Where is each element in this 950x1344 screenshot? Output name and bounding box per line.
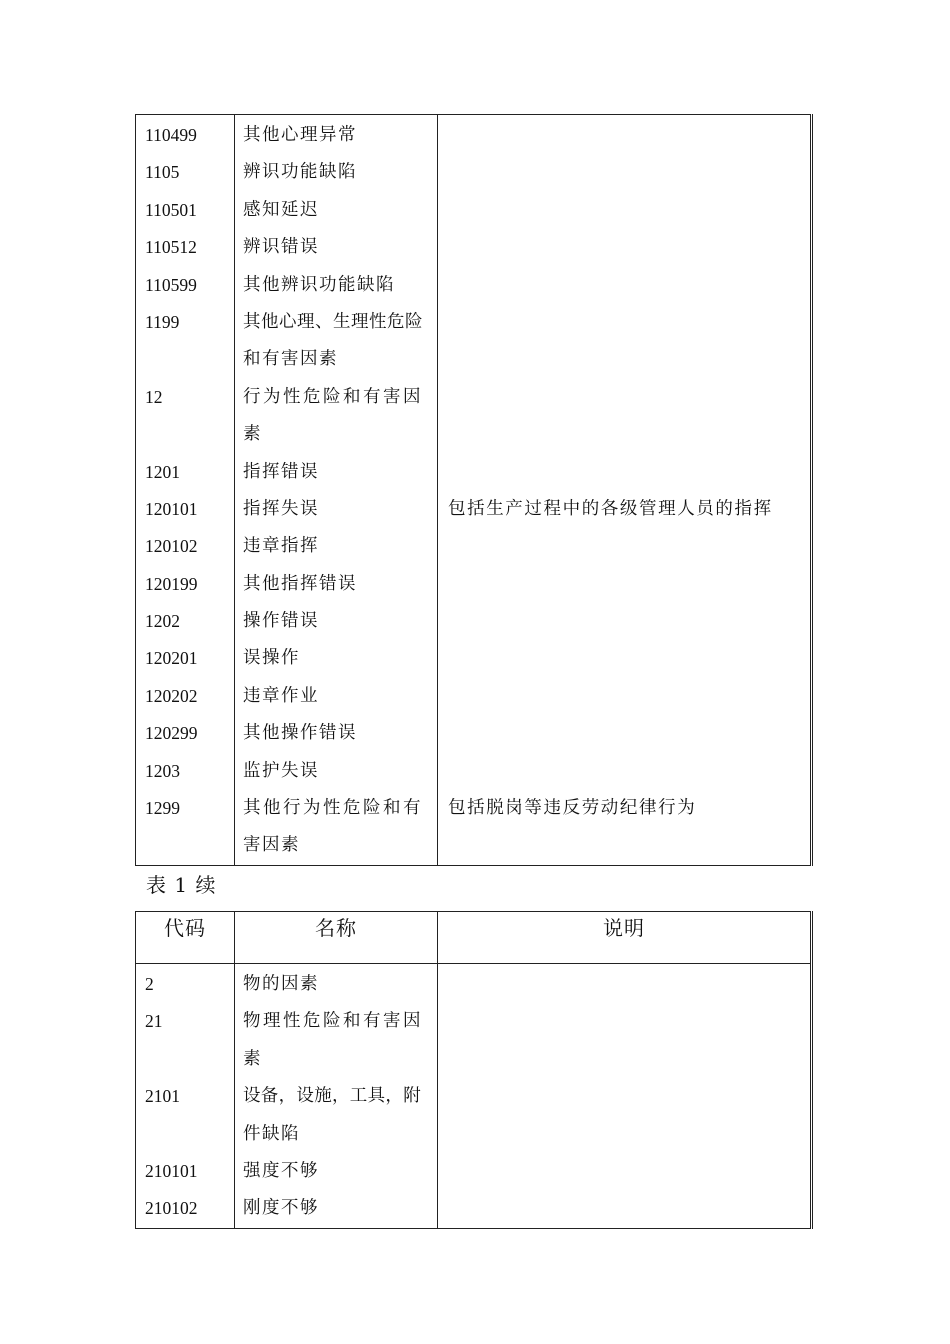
description-cell [438,416,810,453]
name-cell: 指挥失误 [243,498,319,519]
code-cell: 210102 [145,1198,198,1219]
code-cell: 1201 [145,461,180,482]
code-column [136,115,235,866]
name-cell: 误操作 [243,648,300,669]
description-column [438,964,812,1229]
name-cell: 辨识功能缺陷 [243,162,357,183]
description-cell [438,229,810,266]
name-cell: 监护失误 [243,760,319,781]
description-cell [438,304,810,341]
description-cell [438,192,810,229]
code-cell: 21 [145,1011,163,1032]
code-cell [136,416,234,453]
name-column [235,115,438,866]
code-cell: 110499 [145,125,197,145]
description-cell [438,566,810,603]
code-cell: 210101 [145,1160,198,1181]
code-cell: 110512 [145,237,197,258]
name-cell: 物的因素 [243,974,319,994]
code-cell: 1199 [145,311,180,332]
name-cell: 强度不够 [243,1160,319,1181]
description-cell [438,1153,810,1190]
code-cell: 2 [145,974,154,994]
name-cell: 其他操作错误 [243,723,357,744]
name-cell: 物理性危险和有害因 [243,1011,423,1032]
description-cell [438,1190,810,1227]
code-cell: 120199 [145,573,198,594]
description-cell [438,966,810,1003]
code-cell [136,1041,234,1078]
description-cell [438,827,810,864]
description-cell [438,603,810,640]
name-cell: 其他行为性危险和有 [243,798,423,819]
description-cell [438,454,810,491]
code-cell: 110501 [145,199,197,220]
code-cell: 120299 [145,723,198,744]
code-cell: 1203 [145,760,180,781]
hazard-code-table-continued-bottom [135,911,813,1229]
name-column [235,964,438,1229]
code-cell: 120102 [145,536,198,557]
description-cell [438,715,810,752]
name-cell: 辨识错误 [243,237,319,258]
description-cell [438,1041,810,1078]
name-cell: 件缺陷 [243,1123,300,1144]
description-column [438,115,812,866]
name-cell: 行为性危险和有害因 [243,386,423,407]
description-cell [438,154,810,191]
header-name: 名称 [235,912,438,964]
name-cell: 其他心理、生理性危险 [243,311,423,332]
description-cell [438,1003,810,1040]
name-cell: 其他心理异常 [243,125,357,145]
code-cell: 12 [145,386,163,407]
table-header-row [136,912,812,964]
code-cell: 120101 [145,498,198,519]
hazard-code-table-continued-top [135,114,813,866]
name-cell: 刚度不够 [243,1198,319,1219]
code-cell [136,1116,234,1153]
name-cell: 和有害因素 [243,349,338,370]
name-cell: 设备，设施，工具，附 [243,1086,421,1107]
description-cell: 包括生产过程中的各级管理人员的指挥 [448,498,773,519]
header-code: 代码 [136,912,235,964]
table-caption: 表 1 续 [146,873,217,897]
description-cell [438,341,810,378]
description-cell [438,640,810,677]
code-cell: 110599 [145,274,197,295]
table-row [136,115,812,866]
description-cell [438,678,810,715]
code-cell: 2101 [145,1086,180,1107]
code-cell: 1299 [145,798,180,819]
name-cell: 指挥错误 [243,461,319,482]
code-cell [136,827,234,864]
description-cell [438,753,810,790]
name-cell: 害因素 [243,835,300,856]
name-cell: 素 [243,1048,262,1069]
name-cell: 其他辨识功能缺陷 [243,274,395,295]
header-description: 说明 [438,912,812,964]
table-row [136,964,812,1229]
description-cell [438,1116,810,1153]
code-cell: 1202 [145,611,180,632]
description-cell [438,267,810,304]
description-cell [438,117,810,154]
name-cell: 素 [243,424,262,445]
name-cell: 其他指挥错误 [243,573,357,594]
code-cell: 120202 [145,685,198,706]
code-column [136,964,235,1229]
code-cell: 1105 [145,162,180,183]
name-cell: 感知延迟 [243,199,319,220]
name-cell: 违章作业 [243,685,319,706]
description-cell: 包括脱岗等违反劳动纪律行为 [448,798,697,819]
name-cell: 违章指挥 [243,536,319,557]
code-cell [136,341,234,378]
description-cell [438,379,810,416]
code-cell: 120201 [145,648,198,669]
description-cell [438,528,810,565]
name-cell: 操作错误 [243,611,319,632]
description-cell [438,1078,810,1115]
